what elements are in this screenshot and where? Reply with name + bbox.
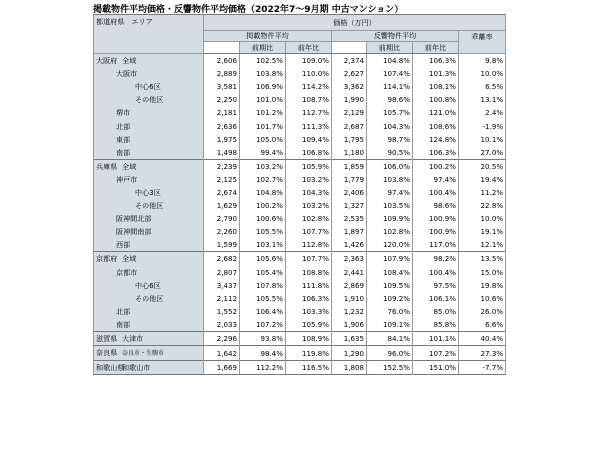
value-cell-y1: 114.2% [286,80,332,93]
value-cell-y2: 97.5% [413,279,459,292]
area-label: 全域 [122,254,137,264]
value-cell-dev: -1.9% [459,119,506,132]
value-cell-q1: 101.0% [240,93,286,106]
value-cell-p2: 1,795 [332,133,367,146]
value-cell-p1: 2,889 [204,67,240,80]
listed-avg-header: 掲載物件平均 [204,31,332,42]
value-cell-q1: 107.2% [240,318,286,332]
value-cell-p2: 1,232 [332,305,367,318]
value-cell-q1: 107.8% [240,279,286,292]
area-cell [94,225,204,238]
value-cell-q2: 108.4% [367,266,413,279]
area-cell [94,67,204,80]
value-cell-y2: 85.8% [413,318,459,332]
area-cell [94,146,204,160]
value-cell-dev: 10.0% [459,67,506,80]
value-cell-q1: 112.2% [240,361,286,375]
table-row [94,252,506,266]
area-cell [94,346,204,361]
value-cell-dev: 40.4% [459,331,506,345]
area-cell [94,106,204,119]
table-row [94,318,506,332]
table-row [94,238,506,252]
value-cell-q2: 109.9% [367,212,413,225]
area-cell [94,238,204,252]
sub-area-label: 中心6区 [135,82,161,92]
value-cell-y2: 100.2% [413,159,459,173]
value-cell-q1: 100.6% [240,212,286,225]
value-cell-y2: 101.1% [413,331,459,345]
table-row [94,199,506,212]
value-cell-q1: 100.2% [240,199,286,212]
value-cell-p1: 1,552 [204,305,240,318]
value-cell-p2: 2,406 [332,186,367,199]
sub-area-label: その他区 [135,201,164,211]
value-cell-q1: 105.4% [240,266,286,279]
area-label: 全域 [122,56,137,66]
value-cell-p2: 2,627 [332,67,367,80]
value-cell-y2: 108.1% [413,80,459,93]
value-cell-q2: 90.5% [367,146,413,160]
value-cell-dev: 6.6% [459,318,506,332]
response-price-subheader [332,42,367,54]
value-cell-dev: 10.6% [459,292,506,305]
value-cell-y2: 101.3% [413,67,459,80]
value-cell-p1: 3,581 [204,80,240,93]
value-cell-p2: 1,990 [332,93,367,106]
table-row [94,225,506,238]
value-cell-p1: 3,437 [204,279,240,292]
value-cell-q1: 106.9% [240,80,286,93]
response-avg-header: 反響物件平均 [332,31,459,42]
sub-area-label: 中心3区 [135,187,161,197]
value-cell-y2: 106.1% [413,292,459,305]
value-cell-p2: 1,426 [332,238,367,252]
value-cell-y1: 105.9% [286,318,332,332]
value-cell-q1: 105.5% [240,292,286,305]
value-cell-dev: 26.0% [459,305,506,318]
prefecture-label: 京都府 [96,254,118,264]
listed-price-subheader [204,42,240,54]
value-cell-p1: 2,112 [204,292,240,305]
value-cell-dev: 9.8% [459,54,506,68]
area-cell [94,292,204,305]
value-cell-y1: 116.5% [286,361,332,375]
value-cell-q1: 101.7% [240,119,286,132]
value-cell-p2: 1,327 [332,199,367,212]
value-cell-y2: 97.4% [413,173,459,186]
table-row [94,292,506,305]
value-cell-q1: 101.2% [240,106,286,119]
table-row [94,54,506,68]
value-cell-y2: 100.9% [413,212,459,225]
table-row [94,133,506,146]
value-cell-q1: 105.6% [240,252,286,266]
value-cell-p1: 2,296 [204,331,240,345]
value-cell-y1: 103.2% [286,199,332,212]
value-cell-p2: 2,869 [332,279,367,292]
value-cell-y1: 112.7% [286,106,332,119]
area-cell [94,318,204,332]
value-cell-q2: 109.2% [367,292,413,305]
area-label: 南部 [116,147,131,157]
area-label: 阪神間北部 [116,214,152,224]
value-cell-dev: 27.0% [459,146,506,160]
value-cell-p2: 1,808 [332,361,367,375]
value-cell-q2: 107.4% [367,67,413,80]
table-row [94,346,506,361]
value-cell-q2: 107.9% [367,252,413,266]
value-cell-y1: 111.3% [286,119,332,132]
value-cell-p2: 1,635 [332,331,367,345]
value-cell-p2: 1,180 [332,146,367,160]
value-cell-p2: 1,779 [332,173,367,186]
value-cell-y1: 108.9% [286,331,332,345]
area-header: 都道府県 エリア [94,15,204,54]
value-cell-y1: 119.8% [286,346,332,361]
value-cell-q1: 106.4% [240,305,286,318]
sub-area-label: その他区 [135,95,164,105]
value-cell-p1: 1,669 [204,361,240,375]
value-cell-y2: 85.0% [413,305,459,318]
value-cell-p1: 1,642 [204,346,240,361]
value-cell-q2: 104.3% [367,119,413,132]
area-label: 和歌山市 [122,363,151,373]
area-cell [94,361,204,375]
value-cell-q1: 102.5% [240,54,286,68]
value-cell-y2: 107.2% [413,346,459,361]
value-cell-q1: 105.5% [240,225,286,238]
area-cell [94,331,204,345]
value-cell-q1: 103.8% [240,67,286,80]
table-row [94,80,506,93]
table-row [94,119,506,132]
area-cell [94,212,204,225]
value-cell-y1: 107.7% [286,225,332,238]
area-label: 阪神間南部 [116,227,152,237]
listed-qoq-header: 前期比 [240,42,286,54]
value-cell-y1: 109.0% [286,54,332,68]
area-label: 奈良市・生駒市 [122,350,165,358]
value-cell-p2: 2,535 [332,212,367,225]
table-row [94,305,506,318]
value-cell-q2: 109.5% [367,279,413,292]
value-cell-y2: 108.6% [413,119,459,132]
area-label: 北部 [116,306,131,316]
value-cell-q2: 84.1% [367,331,413,345]
table-row [94,361,506,375]
value-cell-dev: 22.8% [459,199,506,212]
value-cell-q2: 103.5% [367,199,413,212]
area-cell [94,133,204,146]
value-cell-y1: 110.0% [286,67,332,80]
value-cell-q2: 114.1% [367,80,413,93]
value-cell-q2: 103.8% [367,173,413,186]
area-label: 北部 [116,121,131,131]
value-cell-y1: 108.8% [286,266,332,279]
value-cell-q1: 105.0% [240,133,286,146]
value-cell-q2: 102.8% [367,225,413,238]
value-cell-q2: 98.7% [367,133,413,146]
value-cell-p2: 1,859 [332,159,367,173]
value-cell-y2: 117.0% [413,238,459,252]
table-row [94,331,506,345]
table-row [94,67,506,80]
value-cell-y2: 100.4% [413,186,459,199]
area-label: 大阪市 [116,69,138,79]
value-cell-q2: 104.8% [367,54,413,68]
table-row [94,186,506,199]
area-label: 南部 [116,319,131,329]
value-cell-p1: 2,790 [204,212,240,225]
value-cell-q1: 98.4% [240,346,286,361]
area-cell [94,199,204,212]
value-cell-y1: 103.3% [286,305,332,318]
value-cell-q2: 109.1% [367,318,413,332]
value-cell-q2: 105.7% [367,106,413,119]
prefecture-label: 滋賀県 [96,334,118,344]
value-cell-q1: 103.2% [240,159,286,173]
value-cell-q2: 98.6% [367,93,413,106]
table-row [94,106,506,119]
area-cell [94,186,204,199]
value-cell-p2: 1,290 [332,346,367,361]
value-cell-y1: 104.3% [286,186,332,199]
value-cell-q2: 106.0% [367,159,413,173]
value-cell-y1: 107.7% [286,252,332,266]
value-cell-dev: 2.4% [459,106,506,119]
value-cell-dev: 19.1% [459,225,506,238]
value-cell-y2: 98.2% [413,252,459,266]
value-cell-q1: 104.8% [240,186,286,199]
value-cell-y2: 106.3% [413,146,459,160]
value-cell-dev: 11.2% [459,186,506,199]
value-cell-y1: 111.8% [286,279,332,292]
value-cell-p1: 2,125 [204,173,240,186]
value-cell-p1: 1,975 [204,133,240,146]
value-cell-q1: 102.7% [240,173,286,186]
value-cell-p1: 1,629 [204,199,240,212]
sub-area-label: その他区 [135,293,164,303]
value-cell-dev: 10.0% [459,212,506,225]
value-cell-y1: 108.7% [286,93,332,106]
area-cell [94,159,204,173]
value-cell-p2: 2,363 [332,252,367,266]
value-cell-y1: 106.8% [286,146,332,160]
response-yoy-header: 前年比 [413,42,459,54]
area-cell [94,266,204,279]
table-row [94,159,506,173]
table-row [94,212,506,225]
value-cell-y1: 105.9% [286,159,332,173]
value-cell-q2: 120.0% [367,238,413,252]
value-cell-dev: 13.5% [459,252,506,266]
table-row [94,266,506,279]
value-cell-p2: 1,897 [332,225,367,238]
prefecture-label: 奈良県 [96,348,118,358]
value-cell-p2: 2,687 [332,119,367,132]
value-cell-q1: 99.4% [240,146,286,160]
value-cell-p2: 2,129 [332,106,367,119]
value-cell-q1: 103.1% [240,238,286,252]
value-cell-y2: 98.6% [413,199,459,212]
area-label: 大津市 [122,334,144,344]
value-cell-p1: 2,636 [204,119,240,132]
value-cell-y1: 106.3% [286,292,332,305]
value-cell-p1: 2,250 [204,93,240,106]
value-cell-p1: 2,807 [204,266,240,279]
area-label: 全域 [122,161,137,171]
area-cell [94,93,204,106]
value-cell-p2: 1,910 [332,292,367,305]
prefecture-label: 兵庫県 [96,161,118,171]
price-table [93,14,506,375]
table-row [94,146,506,160]
table-title: 掲載物件平均価格・反響物件平均価格（2022年7～9月期 中古マンション） [93,5,404,15]
area-label: 東部 [116,134,131,144]
value-cell-p1: 2,674 [204,186,240,199]
area-cell [94,252,204,266]
value-cell-p2: 2,374 [332,54,367,68]
value-cell-y2: 121.0% [413,106,459,119]
value-cell-p1: 2,260 [204,225,240,238]
value-cell-p1: 2,239 [204,159,240,173]
value-cell-dev: 12.1% [459,238,506,252]
value-cell-y2: 100.8% [413,93,459,106]
listed-yoy-header: 前年比 [286,42,332,54]
response-qoq-header: 前期比 [367,42,413,54]
area-cell [94,80,204,93]
area-label: 神戸市 [116,174,138,184]
value-cell-p1: 2,181 [204,106,240,119]
divergence-header: 乖離率 [459,31,506,54]
value-cell-y1: 102.8% [286,212,332,225]
value-cell-y2: 151.0% [413,361,459,375]
value-cell-q2: 97.4% [367,186,413,199]
area-cell [94,119,204,132]
area-cell [94,173,204,186]
value-cell-p2: 3,362 [332,80,367,93]
value-cell-q2: 96.0% [367,346,413,361]
value-cell-q2: 152.5% [367,361,413,375]
value-cell-y2: 124.8% [413,133,459,146]
value-cell-dev: 27.3% [459,346,506,361]
value-cell-y1: 112.8% [286,238,332,252]
value-cell-p1: 2,606 [204,54,240,68]
value-cell-y2: 100.9% [413,225,459,238]
area-cell [94,305,204,318]
value-cell-y1: 109.4% [286,133,332,146]
prefecture-label: 大阪府 [96,56,118,66]
value-cell-p1: 2,682 [204,252,240,266]
table-row [94,93,506,106]
value-cell-y1: 103.2% [286,173,332,186]
value-cell-dev: 19.8% [459,279,506,292]
area-label: 堺市 [116,108,131,118]
price-header: 価格（万円） [204,15,506,31]
value-cell-p1: 2,033 [204,318,240,332]
value-cell-y2: 106.3% [413,54,459,68]
value-cell-p1: 1,498 [204,146,240,160]
value-cell-p2: 1,906 [332,318,367,332]
prefecture-label: 和歌山県 [96,363,125,373]
value-cell-dev: 10.1% [459,133,506,146]
value-cell-q2: 76.0% [367,305,413,318]
table-row [94,173,506,186]
area-cell [94,279,204,292]
value-cell-dev: 20.5% [459,159,506,173]
value-cell-p2: 2,441 [332,266,367,279]
value-cell-dev: -7.7% [459,361,506,375]
table-row [94,279,506,292]
sub-area-label: 中心6区 [135,280,161,290]
value-cell-y2: 100.4% [413,266,459,279]
value-cell-dev: 15.0% [459,266,506,279]
area-cell [94,54,204,68]
value-cell-dev: 6.5% [459,80,506,93]
value-cell-dev: 13.1% [459,93,506,106]
value-cell-p1: 1,599 [204,238,240,252]
value-cell-dev: 19.4% [459,173,506,186]
area-label: 西部 [116,240,131,250]
area-label: 京都市 [116,267,138,277]
value-cell-q1: 93.8% [240,331,286,345]
